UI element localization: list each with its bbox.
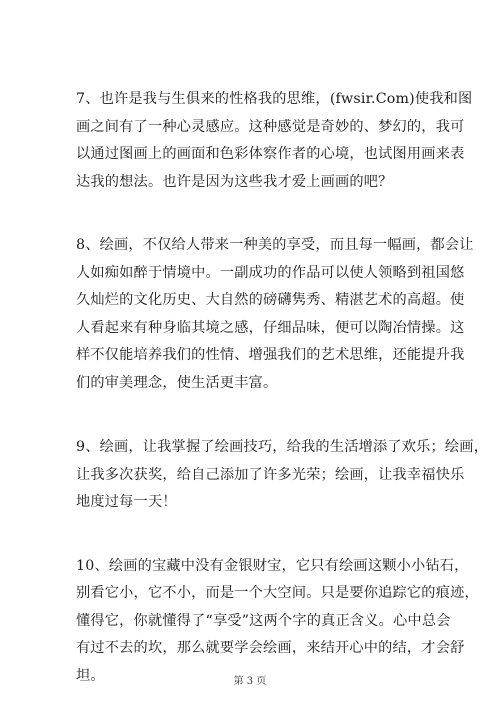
text-line: 以通过图画上的画面和色彩体察作者的心境，也试图用画来表: [76, 146, 465, 162]
text-line: 地度过每一天！: [76, 494, 177, 510]
page-number-footer: 第 3 页: [233, 676, 267, 687]
text-line: 久灿烂的文化历史、大自然的磅礴隽秀、精湛艺术的高超。使: [76, 292, 465, 308]
text-line: 达我的想法。也许是因为这些我才爱上画画的吧？: [76, 173, 393, 190]
text-line: 10、绘画的宝藏中没有金银财宝，它只有绘画这颗小小钻石，: [76, 557, 469, 574]
text-line: 画之间有了一种心灵感应。这种感觉是奇妙的、梦幻的，我可: [76, 118, 465, 135]
document-body: [76, 86, 489, 726]
paragraph-8: [76, 232, 474, 397]
text-line: 人如痴如醉于情境中。一副成功的作品可以使人领略到祖国悠: [76, 264, 465, 281]
paragraph-10: [76, 553, 479, 691]
text-line: 有过不去的坎，那么就要学会绘画，来结开心中的结，才会舒: [76, 640, 465, 656]
text-line: 7、也许是我与生俱来的性格我的思维，(fwsir.Com)使我和图: [76, 91, 473, 107]
paragraph-9: [76, 434, 489, 517]
text-line: 样不仅能培养我们的性情、增强我们的艺术思维，还能提升我: [76, 347, 465, 363]
text-line: 让我多次获奖，给自己添加了许多光荣；绘画，让我幸福快乐: [76, 466, 465, 483]
text-line: 别看它小，它不小，而是一个大空间。只是要你追踪它的痕迹，: [76, 585, 479, 601]
text-line: 坦。: [76, 667, 105, 684]
text-line: 9、绘画，让我掌握了绘画技巧，给我的生活增添了欢乐；绘画，: [76, 439, 489, 455]
text-line: 们的审美理念，使生活更丰富。: [76, 374, 278, 391]
text-line: 8、绘画，不仅给人带来一种美的享受，而且每一幅画，都会让: [76, 237, 474, 253]
paragraph-7: [76, 86, 473, 196]
text-line: 人看起来有种身临其境之感，仔细品味，便可以陶冶情操。这: [76, 319, 465, 336]
text-line: 懂得它，你就懂得了“享受”这两个字的真正含义。心中总会: [76, 612, 451, 629]
